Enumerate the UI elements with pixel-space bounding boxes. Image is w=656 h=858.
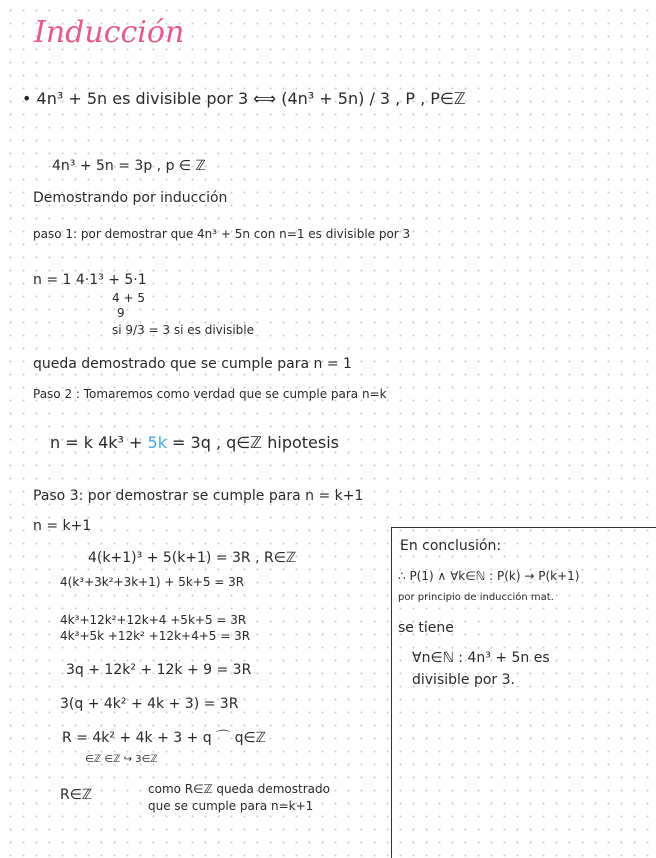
step1-heading: paso 1: por demostrar que 4n³ + 5n con n=1 es divisible por 3 — [33, 227, 411, 241]
equation-line: R∈ℤ — [60, 787, 93, 803]
equation-line: 4 + 5 — [112, 291, 145, 305]
text-line: queda demostrado que se cumple para n = 1 — [33, 356, 352, 372]
step2-heading: Paso 2 : Tomaremos como verdad que se cumple para n=k — [33, 387, 387, 401]
conclusion-text: como R∈ℤ queda demostrado — [148, 782, 330, 796]
equation-line: n = k+1 — [33, 518, 92, 534]
hypothesis-line — [50, 434, 339, 452]
equation-line: 4k³+5k +12k² +12k+4+5 = 3R — [60, 629, 251, 643]
hypothesis-highlight: 5k — [147, 433, 167, 452]
conclusion-line: divisible por 3. — [412, 672, 515, 688]
conclusion-line: ∴ P(1) ∧ ∀k∈ℕ : P(k) → P(k+1) — [398, 569, 580, 583]
annotation-line: ∈ℤ ∈ℤ ↪ 3∈ℤ — [85, 754, 158, 765]
hypothesis-left: n = k 4k³ + — [50, 433, 148, 452]
conclusion-heading: En conclusión: — [400, 538, 502, 554]
statement-line: • 4n³ + 5n es divisible por 3 ⟺ (4n³ + 5n) / 3 , P , P∈ℤ — [22, 89, 466, 108]
equation-line: 4(k+1)³ + 5(k+1) = 3R , R∈ℤ — [88, 550, 297, 566]
equation-line: 4k³+12k²+12k+4 +5k+5 = 3R — [60, 613, 247, 627]
equation-line: R = 4k² + 4k + 3 + q ⌒ q∈ℤ — [62, 730, 267, 746]
text-line: Demostrando por inducción — [33, 190, 228, 206]
page-title: Inducción — [34, 15, 185, 50]
conclusion-line: ∀n∈ℕ : 4n³ + 5n es — [412, 650, 550, 666]
equation-line: 9 — [117, 306, 125, 320]
equation-line: n = 1 4·1³ + 5·1 — [33, 272, 147, 288]
equation-line: 4n³ + 5n = 3p , p ∈ ℤ — [52, 158, 206, 174]
equation-line: si 9/3 = 3 si es divisible — [112, 323, 255, 337]
conclusion-line: por principio de inducción mat. — [398, 592, 554, 603]
step3-heading: Paso 3: por demostrar se cumple para n = k+1 — [33, 488, 364, 504]
equation-line: 4(k³+3k²+3k+1) + 5k+5 = 3R — [60, 575, 245, 589]
equation-line: 3(q + 4k² + 4k + 3) = 3R — [60, 696, 239, 712]
hypothesis-right: = 3q , q∈ℤ hipotesis — [166, 433, 339, 452]
conclusion-text: que se cumple para n=k+1 — [148, 799, 314, 813]
conclusion-line: se tiene — [398, 620, 454, 636]
equation-line: 3q + 12k² + 12k + 9 = 3R — [66, 662, 252, 678]
